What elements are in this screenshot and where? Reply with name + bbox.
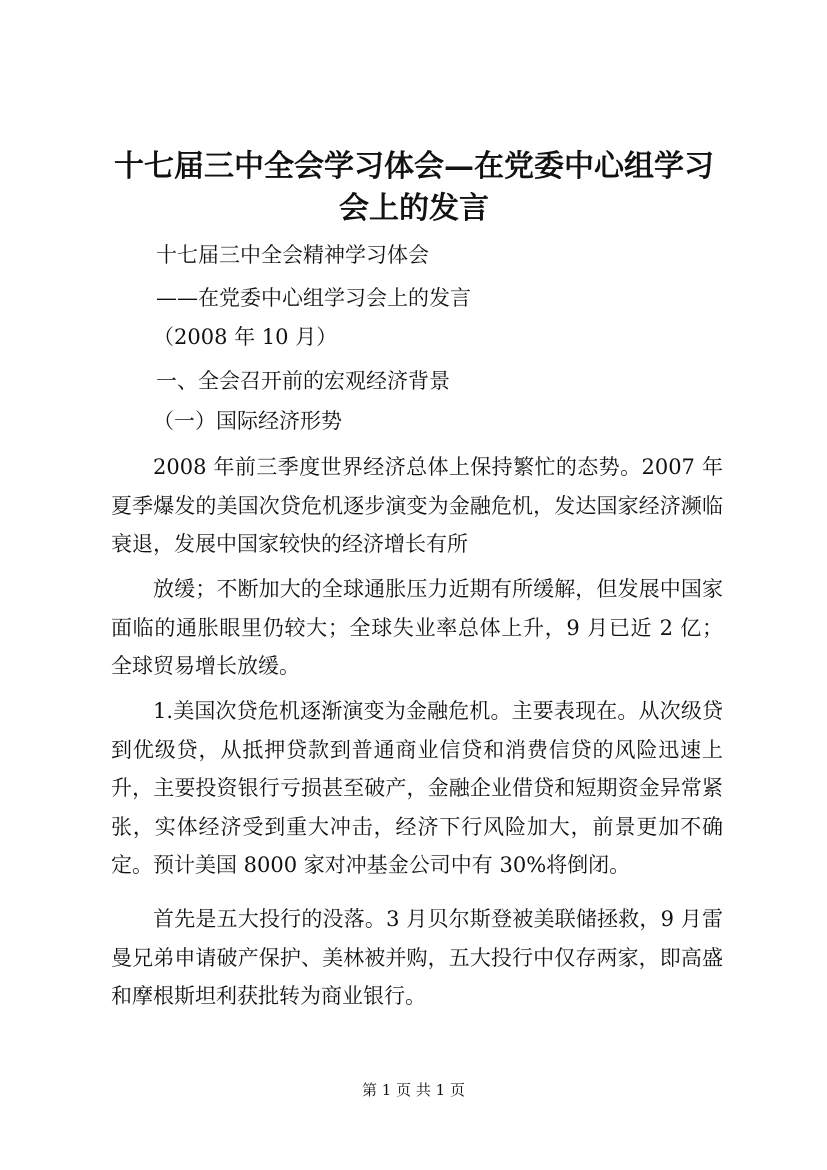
speech-subtitle-line: ——在党委中心组学习会上的发言 <box>156 286 471 310</box>
subtitle-line: 十七届三中全会精神学习体会 <box>156 243 429 267</box>
page-footer: 第 1 页 共 1 页 <box>362 1081 465 1099</box>
section-heading: 一、全会召开前的宏观经济背景 <box>156 369 450 393</box>
paragraph-1: 2008 年前三季度世界经济总体上保持繁忙的态势。2007 年夏季爆发的美国次贷危机逐步演变为金融危机，发达国家经济濒临衰退，发展中国家较快的经济增长有所 <box>111 455 723 556</box>
paragraph-2: 放缓；不断加大的全球通胀压力近期有所缓解，但发展中国家面临的通胀眼里仍较大；全球失业率总体上升，9 月已近 2 亿；全球贸易增长放缓。 <box>111 577 723 678</box>
document-title: 十七届三中全会学习体会—在党委中心组学习会上的发言 <box>114 149 714 226</box>
paragraph-4: 首先是五大投行的没落。3 月贝尔斯登被美联储拯救，9 月雷曼兄弟申请破产保护、美林被并购，五大投行中仅存两家，即高盛和摩根斯坦利获批转为商业银行。 <box>111 907 723 1008</box>
date-line: （2008 年 10 月） <box>153 325 338 349</box>
subsection-heading: （一）国际经济形势 <box>153 409 342 433</box>
paragraph-3: 1.美国次贷危机逐渐演变为金融危机。主要表现在。从次级贷到优级贷，从抵押贷款到普通商业信贷和消费信贷的风险迅速上升，主要投资银行亏损甚至破产，金融企业借贷和短期资金异常紧张，实体经济受到重大冲击，经济下行风险加大，前景更加不确定。预计美国 8000 家对冲基金公司中有 30%将倒闭。 <box>111 699 723 877</box>
